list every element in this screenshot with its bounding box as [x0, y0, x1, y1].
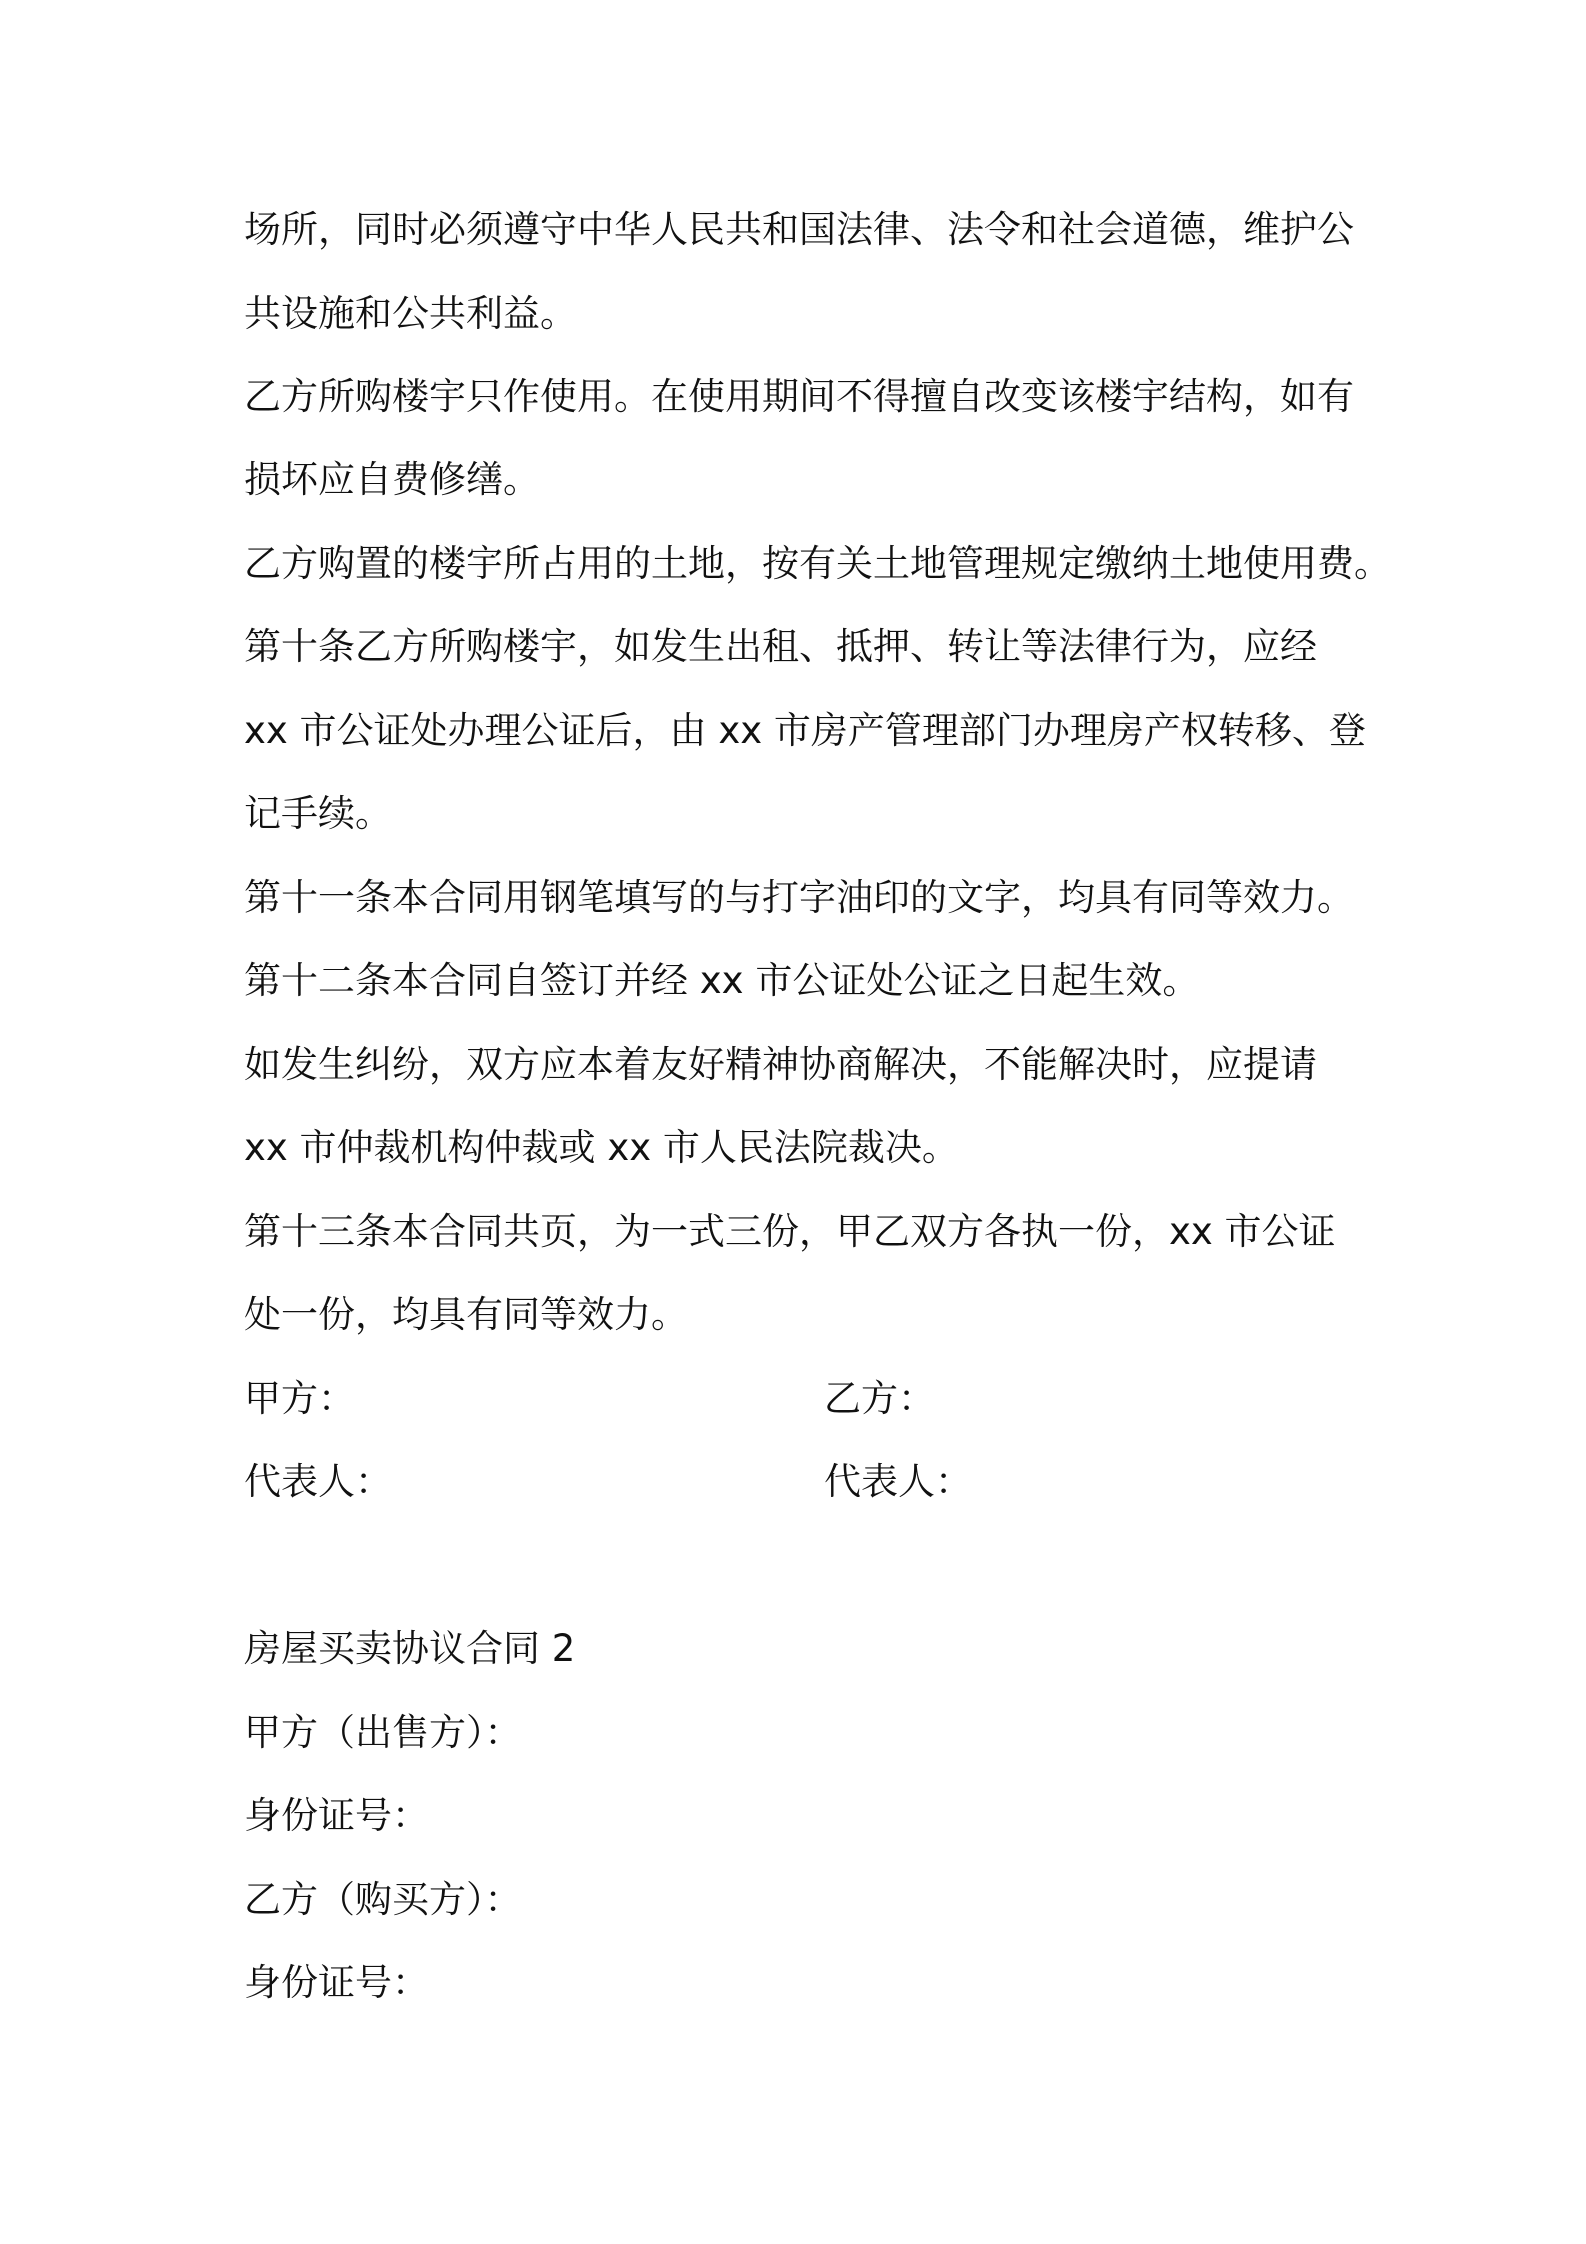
paragraph-line: 第十条乙方所购楼宇，如发生出租、抵押、转让等法律行为，应经 — [244, 625, 1317, 668]
paragraph-line: 乙方所购楼宇只作使用。在使用期间不得擅自改变该楼宇结构，如有 — [244, 375, 1354, 418]
buyer-id-label: 身份证号： — [244, 1961, 429, 2004]
party-b-label: 乙方： — [824, 1377, 935, 1420]
paragraph-line: 处一份，均具有同等效力。 — [244, 1293, 688, 1336]
paragraph-line: 第十二条本合同自签订并经 xx 市公证处公证之日起生效。 — [244, 959, 1200, 1002]
party-a-label: 甲方： — [244, 1377, 355, 1420]
paragraph-line: 乙方购置的楼宇所占用的土地，按有关土地管理规定缴纳土地使用费。 — [244, 542, 1391, 585]
paragraph-line: 如发生纠纷，双方应本着友好精神协商解决，不能解决时，应提请 — [244, 1043, 1317, 1086]
paragraph-line: xx 市公证处办理公证后，由 xx 市房产管理部门办理房产权转移、登 — [244, 709, 1366, 752]
representative-a-label: 代表人： — [244, 1460, 392, 1503]
paragraph-line: 记手续。 — [244, 792, 392, 835]
second-contract-title: 房屋买卖协议合同 2 — [244, 1627, 576, 1670]
seller-id-label: 身份证号： — [244, 1794, 429, 1837]
paragraph-line: 第十三条本合同共页，为一式三份，甲乙双方各执一份，xx 市公证 — [244, 1210, 1336, 1253]
signature-row-representative — [244, 1460, 1344, 1504]
paragraph-line: 损坏应自费修缮。 — [244, 458, 540, 501]
paragraph-line: xx 市仲裁机构仲裁或 xx 市人民法院裁决。 — [244, 1126, 959, 1169]
signature-row-party — [244, 1377, 1344, 1421]
paragraph-line: 共设施和公共利益。 — [244, 292, 577, 335]
paragraph-line: 第十一条本合同用钢笔填写的与打字油印的文字，均具有同等效力。 — [244, 876, 1354, 919]
representative-b-label: 代表人： — [824, 1460, 972, 1503]
buyer-label: 乙方（购买方）： — [244, 1878, 522, 1921]
seller-label: 甲方（出售方）： — [244, 1711, 522, 1754]
paragraph-line: 场所，同时必须遵守中华人民共和国法律、法令和社会道德，维护公 — [244, 208, 1354, 251]
